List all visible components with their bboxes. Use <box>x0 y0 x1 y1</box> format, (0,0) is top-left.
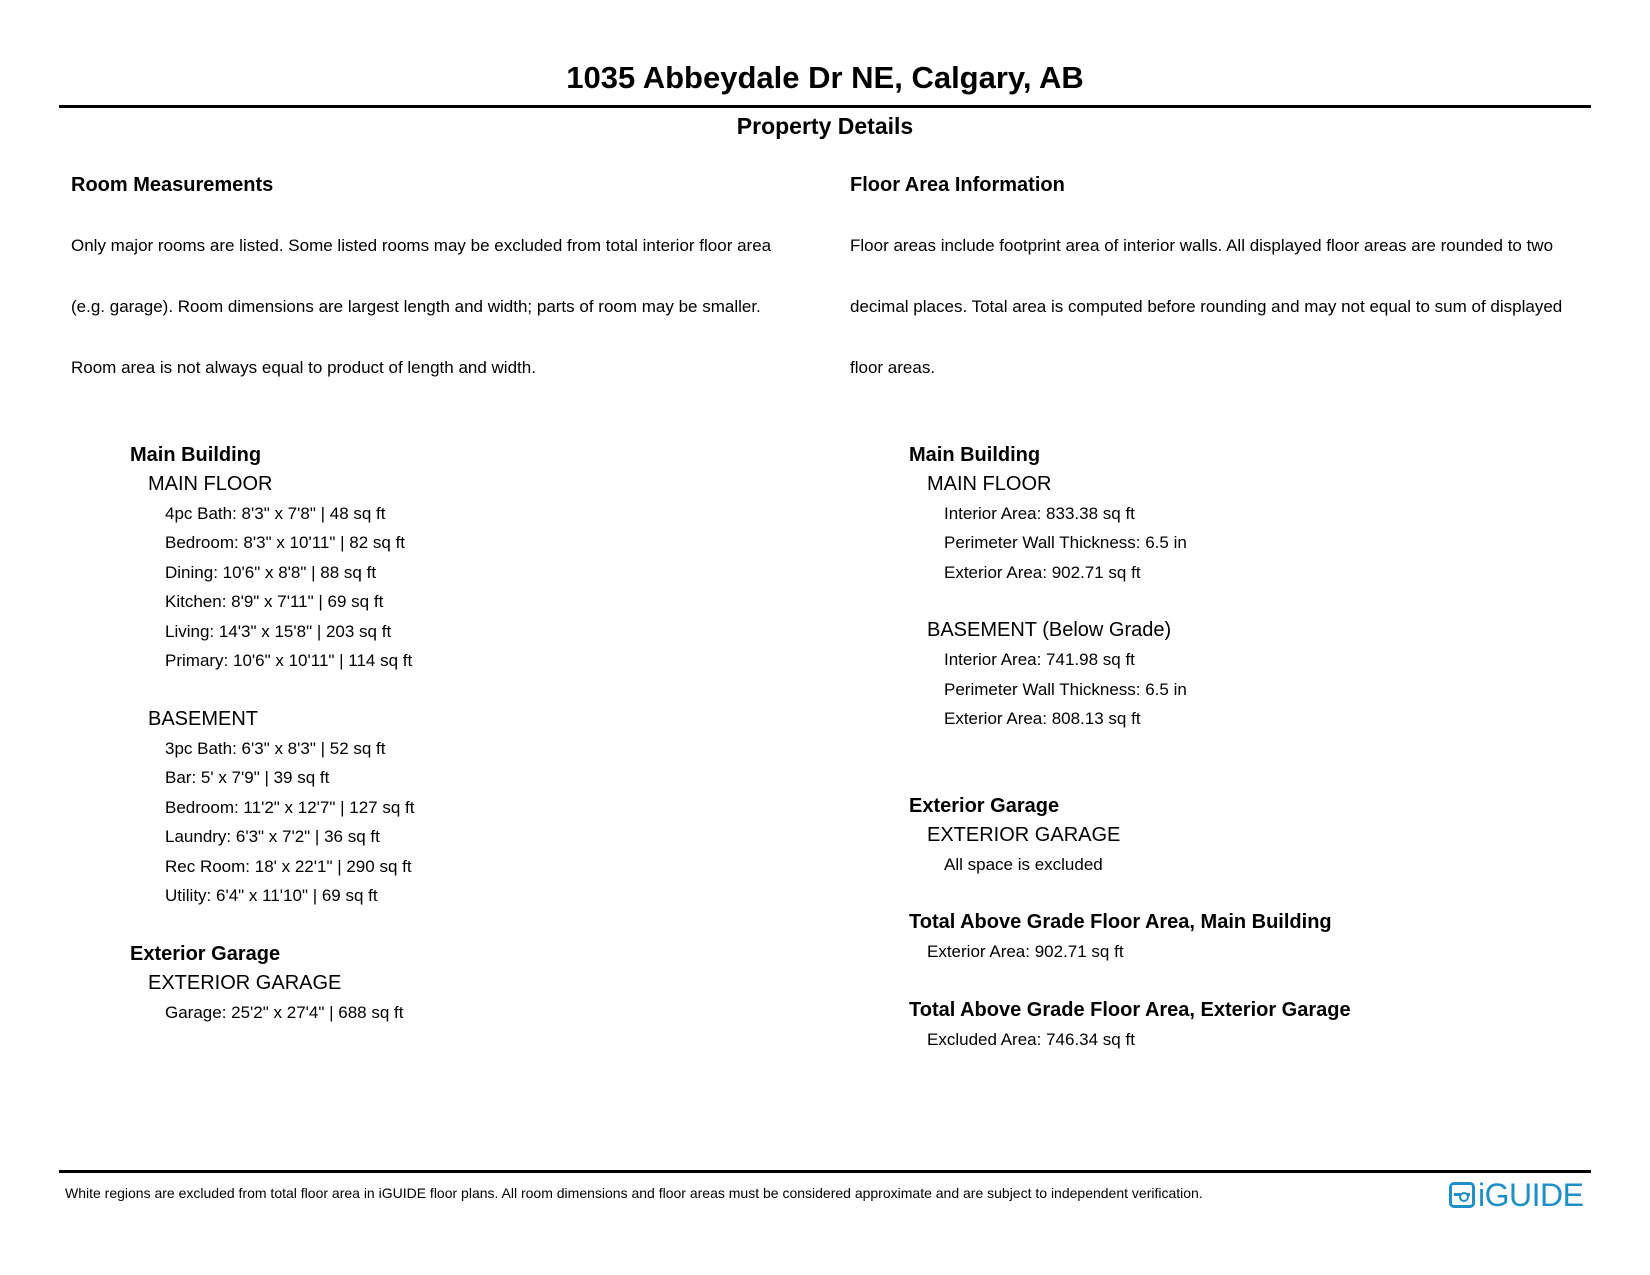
building-title: Exterior Garage <box>130 942 281 965</box>
page-subtitle: Property Details <box>736 113 914 139</box>
total-main-building <box>909 908 1610 967</box>
room-measurements-section <box>71 170 811 1027</box>
header-divider <box>59 105 1591 108</box>
room-measurements-heading: Room Measurements <box>71 174 274 196</box>
exterior-garage-areas <box>909 792 1610 880</box>
total-exterior-garage <box>909 996 1610 1055</box>
exterior-garage-rooms <box>130 940 811 1028</box>
room-entry: Bedroom: 11'2" x 12'7" | 127 sq ft <box>165 797 415 817</box>
total-value: Excluded Area: 746.34 sq ft <box>927 1029 1135 1049</box>
main-building-areas <box>909 441 1610 734</box>
area-entry: Interior Area: 741.98 sq ft <box>944 650 1135 669</box>
page-title: 1035 Abbeydale Dr NE, Calgary, AB <box>566 60 1084 95</box>
building-title: Main Building <box>909 443 1041 466</box>
floor-name: BASEMENT <box>148 707 259 730</box>
area-entry: Exterior Area: 902.71 sq ft <box>944 562 1141 582</box>
floor-name: EXTERIOR GARAGE <box>927 823 1121 846</box>
intro-line: Floor areas include footprint area of interior walls. All displayed floor areas are rounded to two <box>850 235 1554 255</box>
intro-line: (e.g. garage). Room dimensions are largest length and width; parts of room may be smaller. <box>71 296 761 316</box>
floor-area-section <box>850 170 1610 1054</box>
building-title: Main Building <box>130 443 262 466</box>
room-measurements-intro <box>71 200 811 414</box>
floor-area-intro <box>850 200 1610 414</box>
room-entry: Dining: 10'6" x 8'8" | 88 sq ft <box>165 562 377 582</box>
total-value: Exterior Area: 902.71 sq ft <box>927 942 1124 961</box>
iguide-logo-icon <box>1449 1182 1475 1208</box>
area-entry: Perimeter Wall Thickness: 6.5 in <box>944 533 1187 552</box>
room-entry: 3pc Bath: 6'3" x 8'3" | 52 sq ft <box>165 738 386 758</box>
area-entry: Perimeter Wall Thickness: 6.5 in <box>944 679 1187 699</box>
building-title: Exterior Garage <box>909 794 1060 817</box>
floor-name: BASEMENT (Below Grade) <box>927 619 1172 641</box>
room-entry: Laundry: 6'3" x 7'2" | 36 sq ft <box>165 827 380 846</box>
room-entry: Primary: 10'6" x 10'11" | 114 sq ft <box>165 651 413 670</box>
floor-name: EXTERIOR GARAGE <box>148 971 342 994</box>
area-entry: Exterior Area: 808.13 sq ft <box>944 709 1141 728</box>
room-entry: Rec Room: 18' x 22'1" | 290 sq ft <box>165 856 412 876</box>
floor-area-heading: Floor Area Information <box>850 174 1065 196</box>
area-entry: All space is excluded <box>944 854 1103 874</box>
iguide-logo-text: iGUIDE <box>1478 1177 1584 1213</box>
room-entry: Bedroom: 8'3" x 10'11" | 82 sq ft <box>165 533 406 552</box>
floor-name: MAIN FLOOR <box>927 472 1052 495</box>
room-entry: Garage: 25'2" x 27'4" | 688 sq ft <box>165 1002 404 1022</box>
intro-line: decimal places. Total area is computed before rounding and may not equal to sum of displayed <box>850 296 1563 316</box>
area-entry: Interior Area: 833.38 sq ft <box>944 503 1135 523</box>
room-entry: Kitchen: 8'9" x 7'11" | 69 sq ft <box>165 592 384 611</box>
main-building-rooms <box>130 441 811 911</box>
intro-line: floor areas. <box>850 357 936 377</box>
room-entry: Utility: 6'4" x 11'10" | 69 sq ft <box>165 886 378 905</box>
iguide-logo <box>1449 1178 1583 1212</box>
room-entry: Living: 14'3" x 15'8" | 203 sq ft <box>165 621 392 641</box>
footer-divider <box>59 1170 1591 1173</box>
footer-disclaimer: White regions are excluded from total floor area in iGUIDE floor plans. All room dimensions and floor areas must be considered approximate and are subject to independent verification. <box>65 1185 1203 1201</box>
total-title: Total Above Grade Floor Area, Exterior Garage <box>909 998 1351 1021</box>
floor-name: MAIN FLOOR <box>148 472 273 495</box>
intro-line: Room area is not always equal to product of length and width. <box>71 357 536 377</box>
room-entry: Bar: 5' x 7'9" | 39 sq ft <box>165 768 330 787</box>
intro-line: Only major rooms are listed. Some listed rooms may be excluded from total interior floor area <box>71 235 772 255</box>
total-title: Total Above Grade Floor Area, Main Building <box>909 911 1332 933</box>
room-entry: 4pc Bath: 8'3" x 7'8" | 48 sq ft <box>165 503 386 523</box>
